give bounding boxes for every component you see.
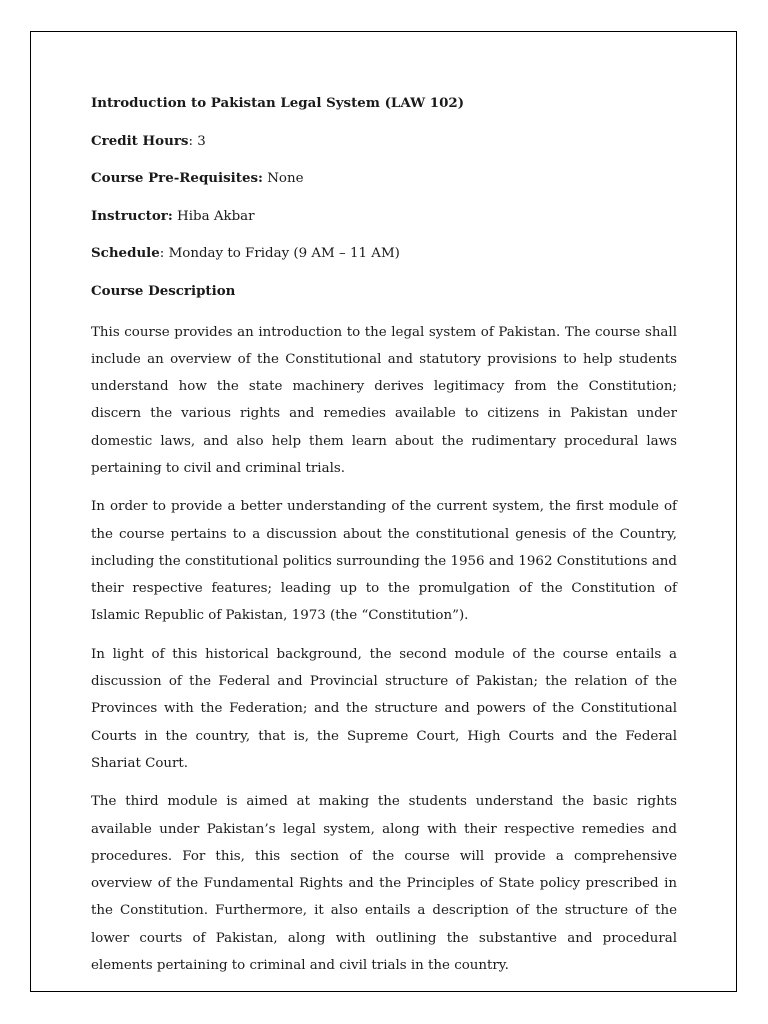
schedule-label: Schedule [91,245,160,261]
credit-hours-label: Credit Hours [91,132,189,149]
credit-hours-value: : 3 [188,133,206,149]
description-paragraph-2: In order to provide a better understanding of the current system, the first module of the course pertains to a discussion about the constitutional genesis of the Country, including the constitutional politics surrounding the 1956 and 1962 Constitutions and their respective features; leading up to the promulgation of the Constitution of Islamic Republic of Pakistan, 1973 (the “Constitution”). [91,499,677,624]
schedule-value: : Monday to Friday (9 AM – 11 AM) [159,246,400,261]
schedule-line [91,244,677,282]
instructor-value: Hiba Akbar [172,208,255,224]
course-title: Introduction to Pakistan Legal System (LAW 102) [91,95,465,111]
prerequisites-label: Course Pre-Requisites: [91,170,263,186]
document-content [91,94,677,990]
prerequisites-line [91,169,677,207]
credit-hours-line [91,132,677,170]
prerequisites-value: None [262,171,304,186]
document-page [30,31,737,992]
course-title-line [91,94,677,132]
description-paragraph-4: The third module is aimed at making the students understand the basic rights available under Pakistan’s legal system, along with their respective remedies and procedures. For this, this section of the course will provide a comprehensive overview of the Fundamental Rights and the Principles of State policy prescribed in the Constitution. Furthermore, it also entails a description of the structure of the lower courts of Pakistan, along with outlining the substantive and procedural elements pertaining to criminal and civil trials in the country. [91,794,677,974]
description-paragraph-1: This course provides an introduction to the legal system of Pakistan. The course shall include an overview of the Constitutional and statutory provisions to help students understand how the state machinery derives legitimacy from the Constitution; discern the various rights and remedies available to citizens in Pakistan under domestic laws, and also help them learn about the rudimentary procedural laws pertaining to civil and criminal trials. [91,324,677,476]
instructor-label: Instructor: [91,207,173,224]
instructor-line [91,207,677,245]
description-paragraph-3: In light of this historical background, the second module of the course entails a discussion of the Federal and Provincial structure of Pakistan; the relation of the Provinces with the Federation; and the structure and powers of the Constitutional Courts in the country, that is, the Supreme Court, High Courts and the Federal Shariat Court. [91,646,677,771]
course-description-heading: Course Description [91,282,236,299]
